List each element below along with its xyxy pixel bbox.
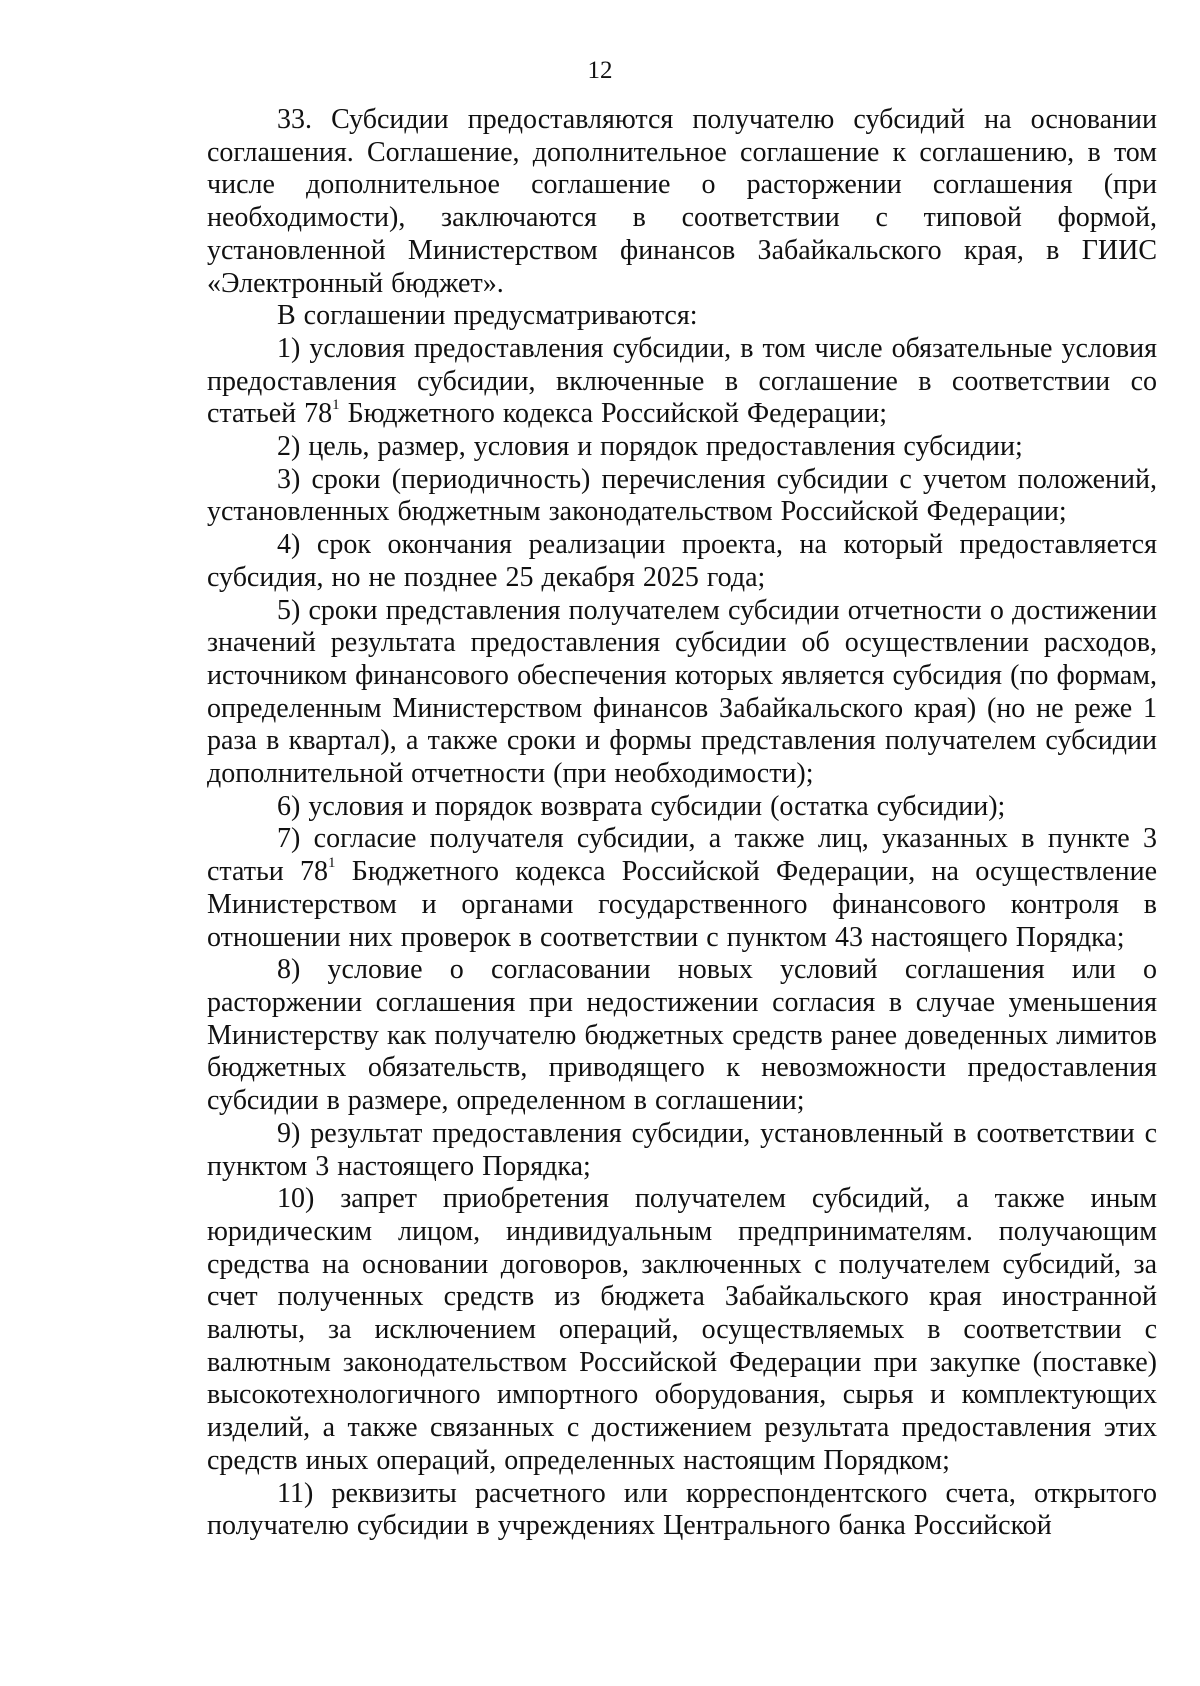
paragraph-agreement-intro: В соглашении предусматриваются: <box>277 300 698 332</box>
paragraph-33: 33. Субсидии предоставляются получателю субсидий на основании соглашения. Соглашение, дополнительное соглашение к соглашению, в том числе дополнительное соглашение о расторжении соглашения (при необходимости), заключаются в соответствии с типовой формой, установленной Министерством финансов Забайкальского края, в ГИИС «Электронный бюджет». <box>207 104 1157 299</box>
list-item-7-text-before: 7) согласие получателя субсидии, а также лиц, указанных в пункте 3 статьи 78 <box>207 823 1157 888</box>
list-item-10: 10) запрет приобретения получателем субсидий, а также иным юридическим лицом, индивидуальным предпринимателям. получающим средства на основании договоров, заключенных с получателем субсидий, за счет полученных средств из бюджета Забайкальского края иностранной валюты, за исключением операций, осуществляемых в соответствии с валютным законодательством Российской Федерации при закупке (поставке) высокотехнологичного импортного оборудования, сырья и комплектующих изделий, а также связанных с достижением результата предоставления этих средств иных операций, определенных настоящим Порядком; <box>207 1183 1157 1476</box>
footnote-superscript: 1 <box>328 855 336 872</box>
list-item-11: 11) реквизиты расчетного или корреспондентского счета, открытого получателю субсидии в учреждениях Центрального банка Российской <box>207 1477 1157 1542</box>
list-item-2: 2) цель, размер, условия и порядок предоставления субсидии; <box>277 431 1023 463</box>
list-item-1 <box>207 333 1157 431</box>
list-item-1-text-after: Бюджетного кодекса Российской Федерации; <box>339 398 888 430</box>
footnote-superscript: 1 <box>332 397 340 414</box>
list-item-3: 3) сроки (периодичность) перечисления субсидии с учетом положений, установленных бюджетным законодательством Российской Федерации; <box>207 463 1157 528</box>
list-item-7 <box>207 823 1157 954</box>
list-item-8: 8) условие о согласовании новых условий соглашения или о расторжении соглашения при недостижении согласия в случае уменьшения Министерству как получателю бюджетных средств ранее доведенных лимитов бюджетных обязательств, приводящего к невозможности предоставления субсидии в размере, определенном в соглашении; <box>207 954 1157 1117</box>
list-item-5: 5) сроки представления получателем субсидии отчетности о достижении значений результата предоставления субсидии об осуществлении расходов, источником финансового обеспечения которых является субсидия (по формам, определенным Министерством финансов Забайкальского края) (но не реже 1 раза в квартал), а также сроки и формы представления получателем субсидии дополнительной отчетности (при необходимости); <box>207 594 1157 790</box>
document-body <box>207 104 1157 1543</box>
list-item-4: 4) срок окончания реализации проекта, на который предоставляется субсидия, но не позднее 25 декабря 2025 года; <box>207 529 1157 593</box>
page-number: 12 <box>587 57 613 84</box>
list-item-9: 9) результат предоставления субсидии, установленный в соответствии с пунктом 3 настоящего Порядка; <box>207 1117 1157 1182</box>
list-item-6: 6) условия и порядок возврата субсидии (остатка субсидии); <box>277 790 1006 822</box>
list-item-1-text-before: 1) условия предоставления субсидии, в том числе обязательные условия предоставления субсидии, включенные в соглашение в соответствии со статьей 78 <box>207 332 1157 430</box>
list-item-7-text-after: Бюджетного кодекса Российской Федерации, на осуществление Министерством и органами государственного финансового контроля в отношении них проверок в соответствии с пунктом 43 настоящего Порядка; <box>207 856 1158 953</box>
